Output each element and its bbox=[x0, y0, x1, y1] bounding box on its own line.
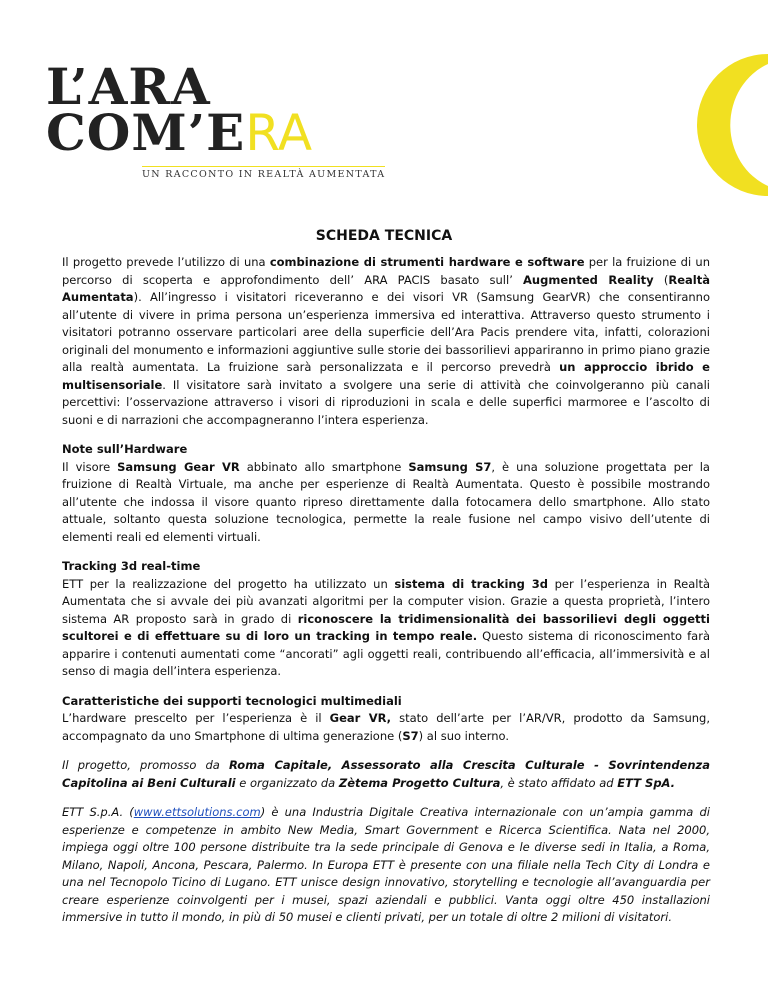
bold-text: ETT SpA. bbox=[617, 775, 676, 790]
hardware-paragraph bbox=[62, 459, 710, 547]
text-run: e organizzato da bbox=[235, 775, 339, 790]
about-paragraph bbox=[62, 804, 710, 927]
text-run: stato dell’arte per l’AR/VR, prodotto da Samsung, accompagnato da uno Smartphone di ultima generazione ( bbox=[62, 711, 711, 743]
page-title: SCHEDA TECNICA bbox=[315, 228, 453, 244]
text-run: L’hardware prescelto per l’esperienza è il bbox=[62, 711, 330, 725]
text-run: ( bbox=[653, 272, 669, 287]
tracking-paragraph bbox=[62, 576, 710, 681]
text-run: ETT S.p.A. ( bbox=[62, 805, 134, 819]
bold-text: Roma Capitale, Assessorato alla Crescita Culturale - Sovrintendenza Capitolina ai Beni Culturali bbox=[62, 758, 710, 790]
text-run: ) è una Industria Digitale Creativa internazionale con un’ampia gamma di esperienze e competenze in ambito New Media, Smart Government e Ricerca Scientifica. Nata nel 2000, impiega oggi oltre 100 persone distribuite tra la sede principale di Genova e le diverse sedi in Italia, a Roma, Milano, Napoli, Ancona, Pescara, Palermo. In Europa ETT è presente con una filiale nella Tech City di Londra e una nel Tecnopolo Ticino di Lugano. ETT unisce design innovativo, storytelling e tecnologie all’avanguardia per creare esperienze coinvolgenti per i musei, spazi aziendali e pubblici. Vanta oggi oltre 450 installazioni immersive in tutto il mondo, in più di 50 musei e clienti privati, per un totale di oltre 2 milioni di visitatori. bbox=[62, 805, 710, 924]
bold-text: S7 bbox=[402, 728, 419, 743]
credits-paragraph bbox=[62, 757, 710, 792]
bold-text: Zètema Progetto Cultura bbox=[338, 775, 501, 790]
logo-line-2-dark: COM’E bbox=[46, 103, 246, 162]
text-run: Il progetto, promosso da bbox=[62, 758, 230, 772]
text-run: ) al suo interno. bbox=[418, 728, 510, 743]
document-body bbox=[62, 254, 710, 939]
logo-subtitle: UN RACCONTO IN REALTÀ AUMENTATA bbox=[142, 166, 385, 180]
hardware-heading: Note sull’Hardware bbox=[62, 442, 188, 456]
text-run: Il progetto prevede l’utilizzo di una bbox=[62, 255, 270, 269]
features-heading: Caratteristiche dei supporti tecnologici multimediali bbox=[62, 693, 402, 708]
logo-arc-decoration bbox=[690, 50, 768, 200]
text-run: Il visore bbox=[62, 459, 118, 474]
logo-line-2-accent: RA bbox=[245, 104, 313, 162]
text-run: . Il visitatore sarà invitato a svolgere una serie di attività che coinvolgeranno più canali percettivi: l’osservazione attraverso i visori di riproduzioni in scala e delle superfici marmoree e l’ascolto di suoni e di narrazioni che accompagneranno l’intera esperienza. bbox=[62, 377, 710, 427]
text-run: Questo sistema di riconoscimento farà apparire i contenuti aumentati come “ancorati” agli oggetti reali, contribuendo all’efficacia, all’immersività e al senso di magia dell’intera esperienza. bbox=[62, 629, 710, 678]
bold-text: combinazione di strumenti hardware e software bbox=[269, 255, 585, 269]
bold-text: Realtà Aumentata bbox=[62, 272, 710, 304]
bold-text: sistema di tracking 3d bbox=[394, 576, 549, 591]
intro-paragraph bbox=[62, 254, 710, 429]
text-run: ). All’ingresso i visitatori riceveranno e dei visori VR (Samsung GearVR) che consentiranno all’utente di vivere in prima persona un’esperienza immersiva ed interattiva. Attraverso questo strumento i visitatori potranno osservare particolari aree della superficie dell’Ara Pacis prendere vita, infatti, colorazioni originali del monumento e informazioni aggiuntive sulle storie dei bassorilievi appariranno in primo piano grazie alla realtà aumentata. La fruizione sarà personalizzata e il percorso prevedrà bbox=[62, 290, 710, 374]
text-run: , è stato affidato ad bbox=[500, 775, 618, 790]
text-run: ETT per la realizzazione del progetto ha utilizzato un bbox=[62, 576, 395, 591]
bold-text: Augmented Reality bbox=[523, 272, 654, 287]
bold-text: Samsung S7 bbox=[408, 459, 492, 474]
features-paragraph bbox=[62, 710, 710, 745]
bold-text: un approccio ibrido e multisensoriale bbox=[62, 360, 710, 392]
text-run: per l’esperienza in Realtà Aumentata che si avvale dei più avanzati algoritmi per la computer vision. Grazie a questa proprietà, l’intero sistema AR proposto sarà in grado di bbox=[62, 576, 710, 626]
logo-line-1: L’ARA bbox=[46, 57, 211, 116]
bold-text: riconoscere la tridimensionalità dei bassorilievi degli oggetti scultorei e di effettuare su di loro un tracking in tempo reale. bbox=[62, 611, 710, 643]
text-run: per la fruizione di un percorso di scoperta e approfondimento dell’ ARA PACIS basato sull’ bbox=[62, 255, 710, 287]
website-link[interactable]: www.ettsolutions.com bbox=[133, 805, 261, 819]
text-run: abbinato allo smartphone bbox=[239, 459, 409, 474]
tracking-heading: Tracking 3d real-time bbox=[62, 559, 201, 573]
bold-text: Samsung Gear VR bbox=[117, 459, 240, 474]
bold-text: Gear VR, bbox=[329, 711, 392, 725]
text-run: , è una soluzione progettata per la fruizione di Realtà Virtuale, ma anche per esperienze di Realtà Aumentata. Questo è possibile mostrando all’utente che indossa il visore quanto ripreso direttamente dalla fotocamera dello smartphone. Allo stato attuale, soltanto questa soluzione tecnologica, permette la reale fusione nel campo visivo dell’utente di elementi reali ed elementi virtuali. bbox=[62, 459, 710, 544]
logo bbox=[46, 57, 386, 180]
logo-line-2 bbox=[46, 103, 313, 162]
